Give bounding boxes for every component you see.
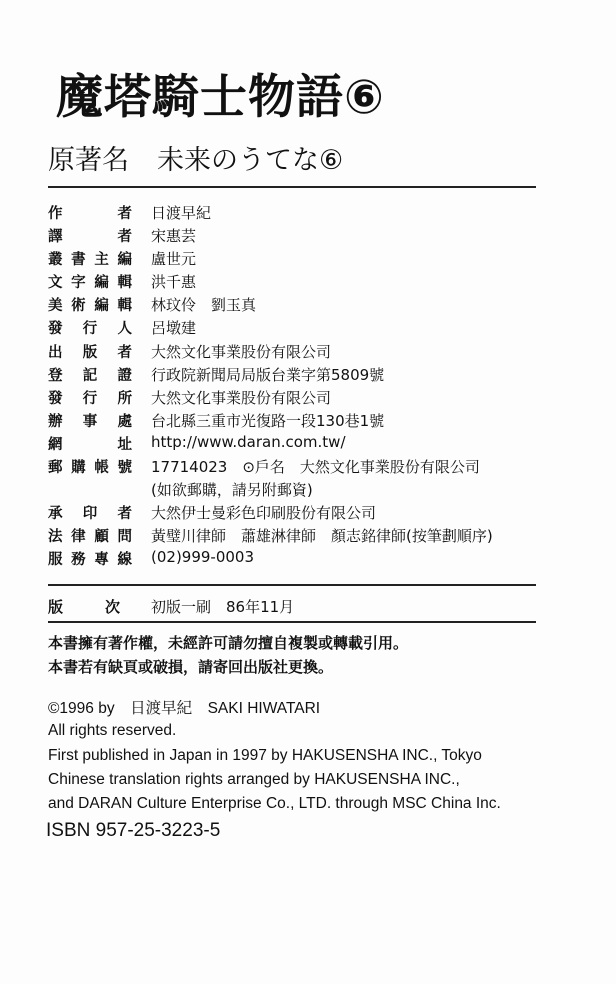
credit-row-distributor: [48, 387, 548, 410]
agency-line: and DARAN Culture Enterprise Co., LTD. through MSC China Inc.: [48, 795, 501, 812]
edition-row: [48, 596, 548, 618]
credit-label: 文字編輯: [48, 275, 132, 292]
credit-value: 行政院新聞局局版台業字第5809號: [151, 365, 385, 384]
credit-label: 譯 者: [48, 229, 132, 246]
copyright-line: ©1996 by 日渡早紀 SAKI HIWATARI: [48, 700, 321, 717]
credit-row-publisher: [48, 341, 548, 364]
copyright-notice: 本書擁有著作權，未經許可請勿擅自複製或轉載引用。: [48, 634, 409, 652]
credit-label: 服務專線: [48, 552, 132, 569]
credit-value: 大然伊士曼彩色印刷股份有限公司: [151, 504, 377, 523]
credit-value: 日渡早紀: [151, 204, 212, 222]
credit-value: (如欲郵購，請另附郵資): [151, 481, 313, 500]
credit-label: 美術編輯: [48, 298, 132, 315]
credit-label: 出版者: [48, 344, 132, 361]
credit-value: 盧世元: [151, 250, 197, 269]
credit-row-legal: [48, 525, 548, 548]
edition-value: 初版一刷 86年11月: [151, 598, 295, 616]
book-title: 魔塔騎士物語⑥: [56, 70, 385, 125]
credit-row-translator: [48, 225, 548, 248]
original-title-value: 未来のうてな⑥: [157, 145, 344, 176]
website-link[interactable]: http://www.daran.com.tw/: [151, 432, 346, 451]
credit-label: 作 者: [48, 206, 132, 222]
original-title-label: 原著名: [48, 145, 129, 176]
credit-value: 黃璧川律師 蕭雄淋律師 顏志銘律師(按筆劃順序): [151, 527, 493, 546]
credit-row-mail-order: [48, 456, 548, 479]
credit-value: 林玟伶 劉玉真: [151, 296, 257, 315]
isbn: ISBN 957-25-3223-5: [46, 820, 221, 841]
credit-value: (02)999-0003: [151, 548, 255, 567]
credit-value: 洪千惠: [151, 273, 197, 292]
credits-list: [48, 202, 548, 572]
translation-rights: Chinese translation rights arranged by HAKUSENSHA INC.,: [48, 771, 460, 788]
replacement-notice: 本書若有缺頁或破損，請寄回出版社更換。: [48, 658, 334, 676]
top-divider: [48, 186, 536, 188]
credit-row-printer: [48, 502, 548, 525]
credit-row-registration: [48, 364, 548, 387]
credit-label: 辦事處: [48, 413, 132, 430]
first-published: First published in Japan in 1997 by HAKUSENSHA INC., Tokyo: [48, 747, 482, 764]
credit-value: 17714023 ⊙戶名 大然文化事業股份有限公司: [151, 458, 480, 477]
edition-label: 版 次: [48, 598, 120, 616]
credit-value: 大然文化事業股份有限公司: [151, 342, 332, 361]
credit-row-author: [48, 202, 548, 225]
credit-value: 台北縣三重市光復路一段130巷1號: [151, 411, 385, 430]
credit-value: 大然文化事業股份有限公司: [151, 388, 332, 407]
credit-row-office: [48, 410, 548, 433]
rights-reserved: All rights reserved.: [48, 722, 177, 739]
credit-label: 叢書主編: [48, 252, 132, 269]
credit-value: 呂墩建: [151, 319, 197, 338]
credit-row-art-editor: [48, 294, 548, 317]
middle-divider: [48, 584, 536, 586]
credit-label: 發行人: [48, 321, 132, 338]
lower-divider: [48, 621, 536, 623]
credit-label: 發行所: [48, 390, 132, 407]
credit-row-publisher-person: [48, 317, 548, 340]
credit-label: 登記證: [48, 367, 132, 384]
credit-row-service-line: [48, 548, 548, 571]
credit-label: 網 址: [48, 436, 132, 453]
credit-value: 宋惠芸: [151, 227, 197, 246]
credit-row-website: [48, 433, 548, 456]
credit-label: 郵購帳號: [48, 460, 132, 477]
credit-row-text-editor: [48, 271, 548, 294]
credit-label: 法律顧問: [48, 529, 132, 546]
credit-row-series-editor: [48, 248, 548, 271]
credit-label: 承印者: [48, 506, 132, 523]
original-title: [48, 138, 343, 177]
credit-row-mail-order-note: [48, 479, 548, 502]
